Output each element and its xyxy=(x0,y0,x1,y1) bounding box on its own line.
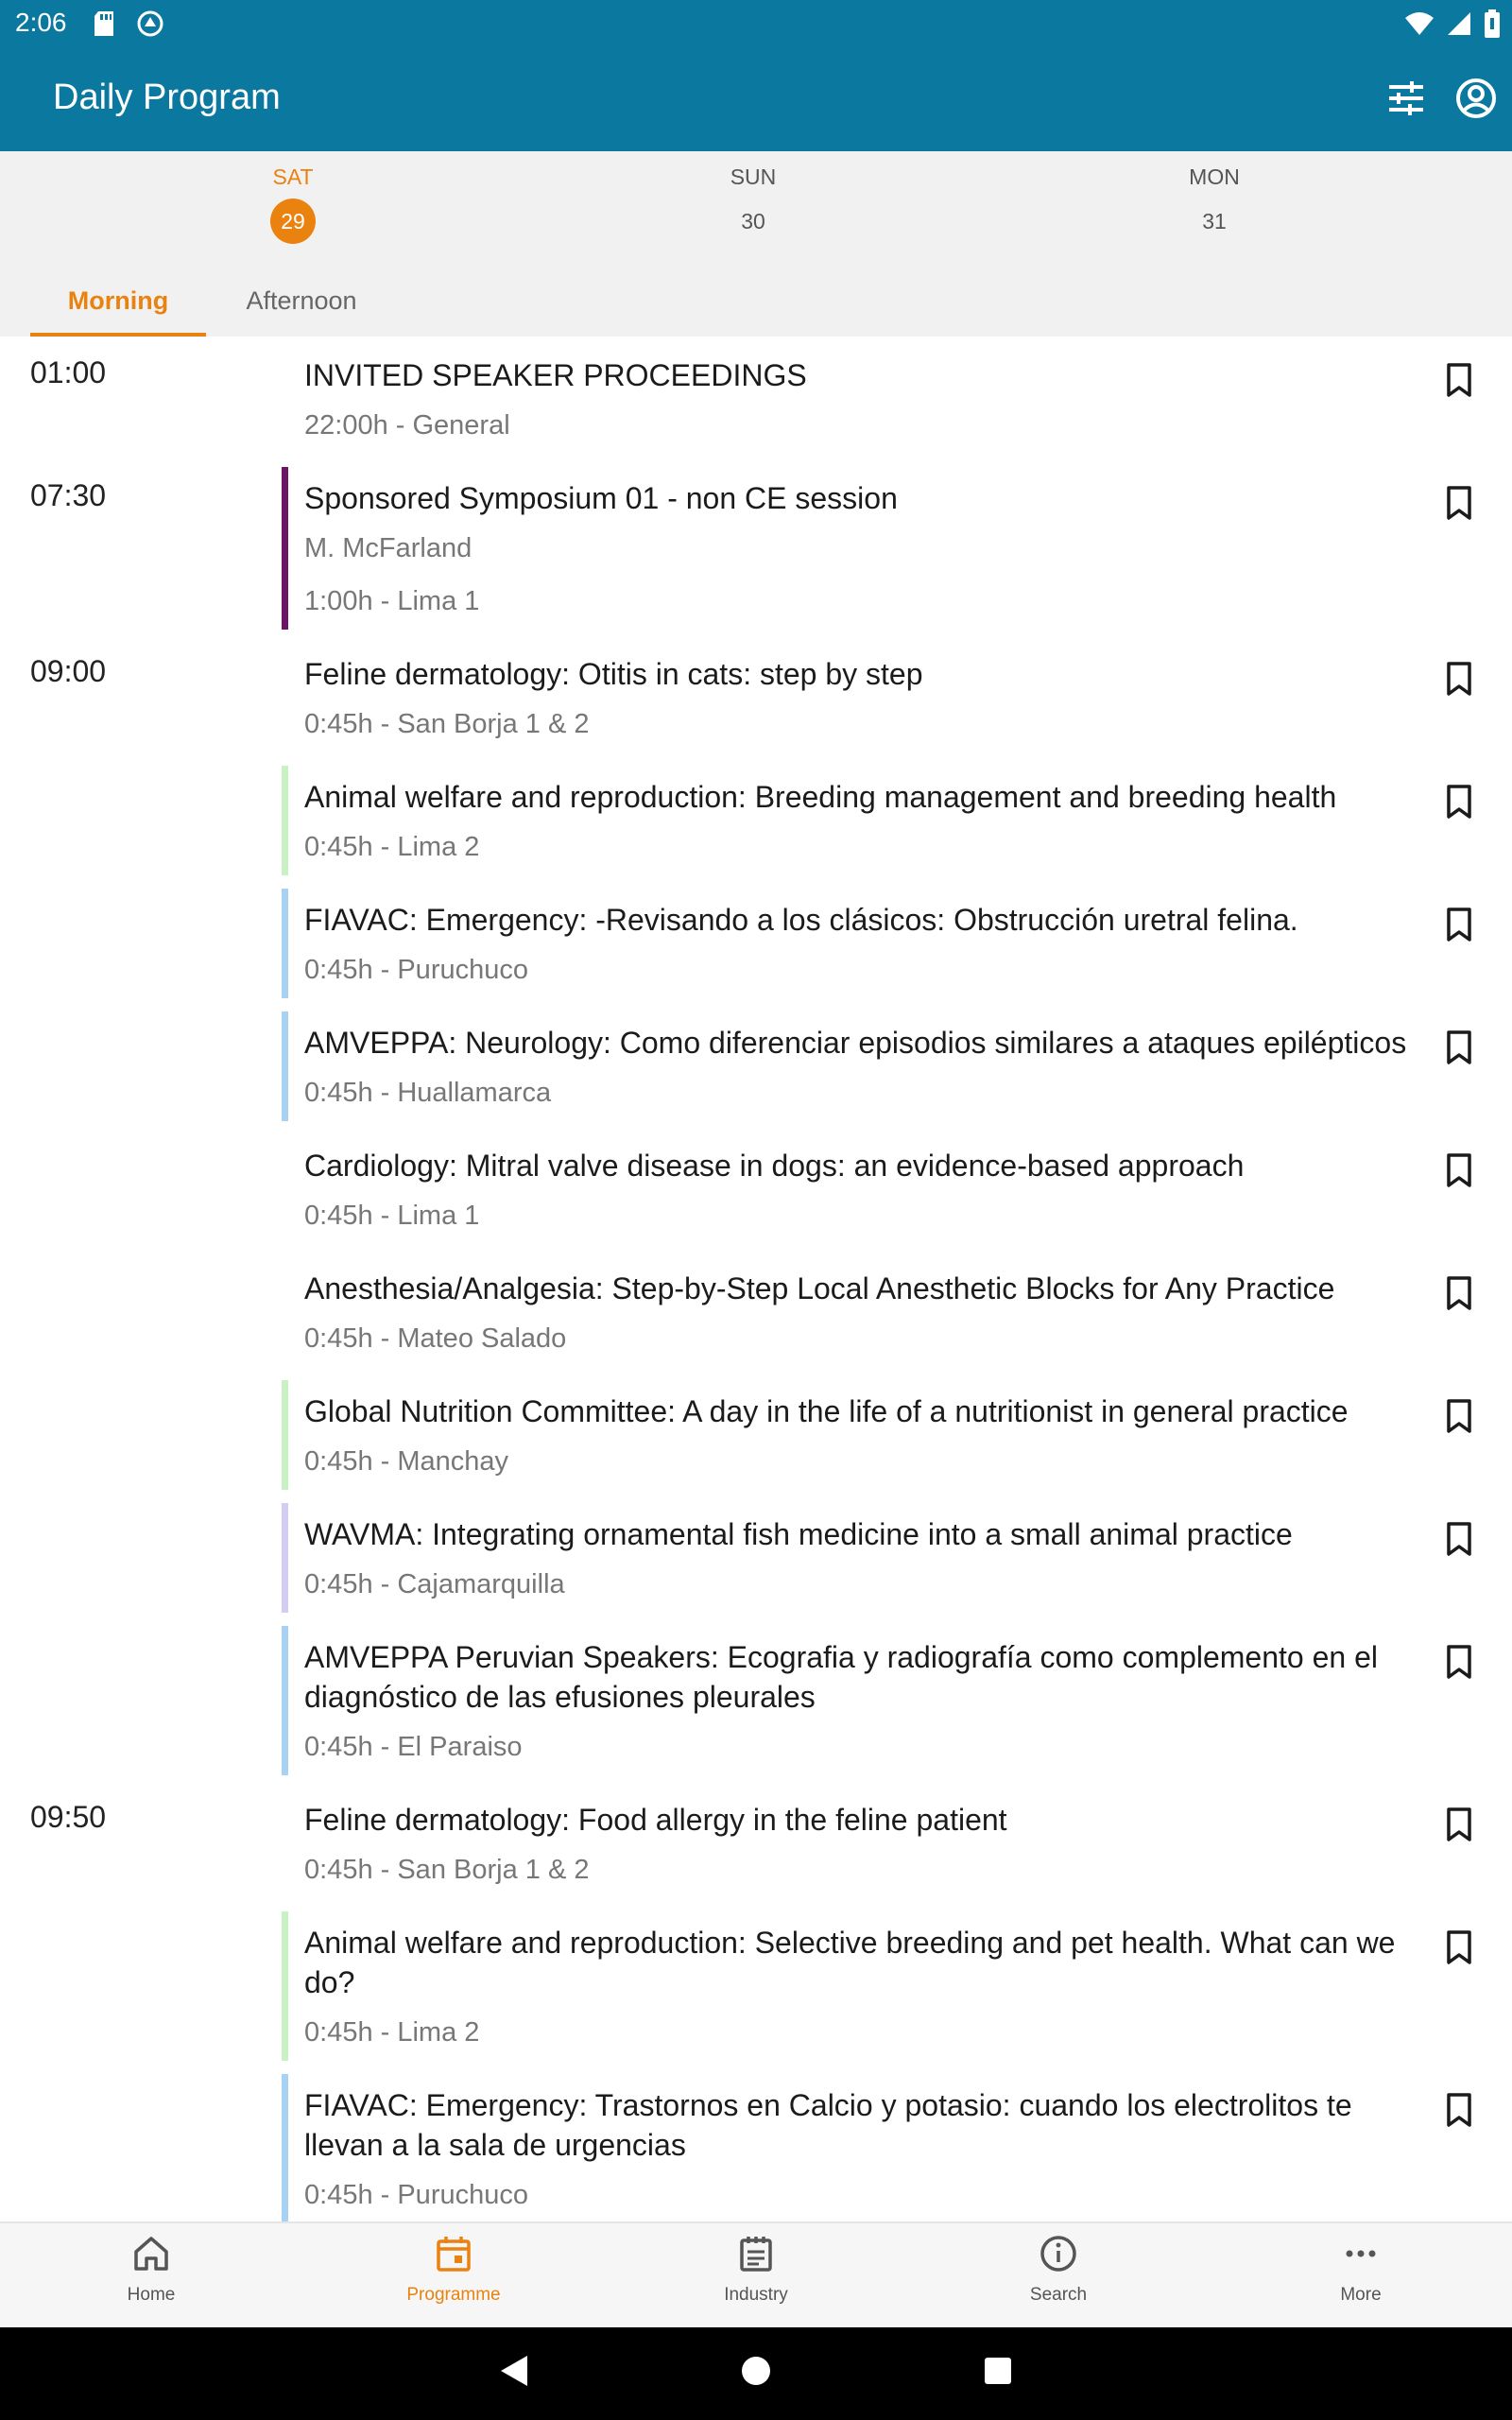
bookmark-button[interactable] xyxy=(1442,1028,1476,1071)
session-row[interactable] xyxy=(0,1904,1512,2066)
bookmark-icon xyxy=(1442,361,1476,399)
session-row[interactable] xyxy=(0,758,1512,881)
recents-button[interactable] xyxy=(981,2352,1015,2394)
back-icon xyxy=(497,2352,531,2390)
back-button[interactable] xyxy=(497,2352,531,2394)
session-track-color-bar xyxy=(282,766,288,875)
session-details: 0:45h - Mateo Salado xyxy=(304,1323,567,1354)
bookmark-button[interactable] xyxy=(1442,1806,1476,1848)
session-row[interactable] xyxy=(0,1495,1512,1618)
session-details: 0:45h - San Borja 1 & 2 xyxy=(304,709,590,739)
session-title: Sponsored Symposium 01 - non CE session xyxy=(304,481,898,515)
day-name: SAT xyxy=(272,164,314,189)
session-content xyxy=(304,900,1427,989)
nav-label: Industry xyxy=(724,2285,788,2305)
day-name: MON xyxy=(1189,164,1240,189)
day-selector xyxy=(0,151,1512,255)
nav-home[interactable] xyxy=(57,2233,246,2306)
session-title: INVITED SPEAKER PROCEEDINGS xyxy=(304,358,807,392)
nav-more[interactable] xyxy=(1266,2233,1455,2306)
session-track-color-bar xyxy=(282,1380,288,1490)
nav-industry[interactable] xyxy=(662,2233,850,2306)
account-circle-icon xyxy=(1453,76,1499,121)
day-number: 30 xyxy=(741,209,765,233)
bookmark-button[interactable] xyxy=(1442,1520,1476,1563)
bookmark-icon xyxy=(1442,1151,1476,1189)
session-title: Cardiology: Mitral valve disease in dogs: an evidence-based approach xyxy=(304,1149,1245,1183)
session-title: Feline dermatology: Otitis in cats: step by step xyxy=(304,657,923,691)
session-row[interactable] xyxy=(0,881,1512,1004)
session-details: 0:45h - San Borja 1 & 2 xyxy=(304,1855,590,1885)
session-row[interactable] xyxy=(0,337,1512,459)
session-title: AMVEPPA: Neurology: Como diferenciar episodios similares a ataques epilépticos xyxy=(304,1026,1407,1060)
session-row[interactable] xyxy=(0,1781,1512,1904)
day-number: 31 xyxy=(1202,209,1227,233)
session-list[interactable] xyxy=(0,337,1512,2221)
bookmark-icon xyxy=(1442,1028,1476,1066)
page-title: Daily Program xyxy=(53,78,281,117)
session-title: WAVMA: Integrating ornamental fish medicine into a small animal practice xyxy=(304,1517,1293,1551)
session-content xyxy=(304,1023,1427,1112)
session-time: 09:50 xyxy=(30,1800,107,1834)
session-track-color-bar xyxy=(282,2074,288,2221)
bookmark-button[interactable] xyxy=(1442,906,1476,948)
bookmark-button[interactable] xyxy=(1442,484,1476,527)
session-details: 0:45h - Puruchuco xyxy=(304,955,528,985)
session-track-color-bar xyxy=(282,1911,288,2061)
session-content xyxy=(304,1146,1427,1235)
session-details: 1:00h - Lima 1 xyxy=(304,586,480,616)
tab-afternoon[interactable]: Afternoon xyxy=(246,286,357,315)
session-title: FIAVAC: Emergency: -Revisando a los clásicos: Obstrucción uretral felina. xyxy=(304,903,1298,937)
home-system-button[interactable] xyxy=(739,2352,773,2394)
bookmark-button[interactable] xyxy=(1442,1643,1476,1685)
bookmark-icon xyxy=(1442,783,1476,821)
session-content xyxy=(304,1637,1427,1766)
nav-programme[interactable] xyxy=(359,2233,548,2306)
bookmark-icon xyxy=(1442,906,1476,943)
session-details: 0:45h - Puruchuco xyxy=(304,2180,528,2210)
bookmark-button[interactable] xyxy=(1442,1928,1476,1971)
session-content xyxy=(304,1392,1427,1480)
bookmark-button[interactable] xyxy=(1442,783,1476,825)
session-time: 01:00 xyxy=(30,355,107,389)
bookmark-icon xyxy=(1442,1520,1476,1558)
session-content xyxy=(304,1923,1427,2051)
session-details: 0:45h - Lima 2 xyxy=(304,832,480,862)
bookmark-icon xyxy=(1442,2091,1476,2129)
session-content xyxy=(304,478,1427,620)
session-time: 07:30 xyxy=(30,478,107,512)
session-details: 0:45h - El Paraiso xyxy=(304,1732,523,1762)
sd-card-icon xyxy=(91,9,117,43)
bookmark-button[interactable] xyxy=(1442,1151,1476,1194)
more-icon xyxy=(1340,2233,1382,2274)
session-track-color-bar xyxy=(282,889,288,998)
bookmark-icon xyxy=(1442,1397,1476,1435)
bookmark-button[interactable] xyxy=(1442,2091,1476,2134)
nav-search[interactable] xyxy=(964,2233,1153,2306)
tune-icon xyxy=(1383,76,1429,121)
account-button[interactable] xyxy=(1453,76,1499,126)
session-details: 0:45h - Lima 1 xyxy=(304,1201,480,1231)
session-content xyxy=(304,654,1427,743)
system-navigation-bar xyxy=(0,2327,1512,2420)
session-row[interactable] xyxy=(0,635,1512,758)
notepad-icon xyxy=(735,2233,777,2274)
day-sun[interactable] xyxy=(678,163,829,244)
session-details: 0:45h - Lima 2 xyxy=(304,2017,480,2048)
session-row[interactable] xyxy=(0,1373,1512,1495)
session-row[interactable] xyxy=(0,1250,1512,1373)
day-mon[interactable] xyxy=(1139,163,1290,244)
bookmark-icon xyxy=(1442,1274,1476,1312)
app-bar xyxy=(0,47,1512,151)
day-sat[interactable] xyxy=(217,163,369,244)
home-icon xyxy=(130,2233,172,2274)
session-content xyxy=(304,777,1427,866)
session-row[interactable] xyxy=(0,459,1512,635)
session-content xyxy=(304,1800,1427,1889)
sync-icon xyxy=(136,9,164,43)
session-row[interactable] xyxy=(0,1127,1512,1250)
battery-icon xyxy=(1484,9,1501,43)
nav-label: Search xyxy=(1029,2285,1088,2305)
status-time: 2:06 xyxy=(15,8,67,37)
tab-morning[interactable]: Morning xyxy=(30,255,206,337)
bookmark-icon xyxy=(1442,1643,1476,1681)
session-title: Anesthesia/Analgesia: Step-by-Step Local Anesthetic Blocks for Any Practice xyxy=(304,1271,1335,1305)
period-tabs xyxy=(0,255,1512,337)
session-details: 0:45h - Cajamarquilla xyxy=(304,1569,565,1599)
day-name: SUN xyxy=(730,164,777,189)
session-details: 0:45h - Huallamarca xyxy=(304,1078,552,1108)
day-number: 29 xyxy=(270,199,316,244)
session-content xyxy=(304,355,1427,444)
info-icon xyxy=(1038,2233,1079,2274)
session-content xyxy=(304,1269,1427,1357)
session-content xyxy=(304,2085,1427,2214)
session-title: Feline dermatology: Food allergy in the feline patient xyxy=(304,1803,1007,1837)
session-row[interactable] xyxy=(0,1004,1512,1127)
session-track-color-bar xyxy=(282,1011,288,1121)
session-title: Animal welfare and reproduction: Selective breeding and pet health. What can we do? xyxy=(304,1926,1396,1999)
bottom-navigation xyxy=(0,2221,1512,2329)
wifi-icon xyxy=(1404,10,1435,42)
session-title: AMVEPPA Peruvian Speakers: Ecografia y radiografía como complemento en el diagnóstico de las efusiones pleurales xyxy=(304,1640,1378,1714)
bookmark-icon xyxy=(1442,1928,1476,1966)
filter-button[interactable] xyxy=(1383,76,1429,126)
bookmark-icon xyxy=(1442,484,1476,522)
bookmark-button[interactable] xyxy=(1442,1274,1476,1317)
status-bar xyxy=(0,0,1512,47)
recents-icon xyxy=(981,2352,1015,2390)
bookmark-button[interactable] xyxy=(1442,1397,1476,1440)
session-details: 22:00h - General xyxy=(304,410,510,441)
session-time: 09:00 xyxy=(30,654,107,688)
bookmark-icon xyxy=(1442,1806,1476,1843)
session-speaker: M. McFarland xyxy=(304,533,472,563)
session-title: Global Nutrition Committee: A day in the life of a nutritionist in general practice xyxy=(304,1394,1349,1428)
session-track-color-bar xyxy=(282,467,288,630)
bookmark-button[interactable] xyxy=(1442,361,1476,404)
session-title: FIAVAC: Emergency: Trastornos en Calcio y potasio: cuando los electrolitos te llevan a la sala de urgencias xyxy=(304,2088,1352,2162)
session-row[interactable] xyxy=(0,2066,1512,2221)
signal-icon xyxy=(1446,10,1472,42)
session-details: 0:45h - Manchay xyxy=(304,1446,509,1477)
session-content xyxy=(304,1514,1427,1603)
session-title: Animal welfare and reproduction: Breeding management and breeding health xyxy=(304,780,1337,814)
session-track-color-bar xyxy=(282,1503,288,1613)
session-track-color-bar xyxy=(282,1626,288,1775)
nav-label: More xyxy=(1340,2285,1382,2305)
bookmark-icon xyxy=(1442,660,1476,698)
home-circle-icon xyxy=(739,2352,773,2390)
bookmark-button[interactable] xyxy=(1442,660,1476,702)
calendar-icon xyxy=(433,2233,474,2274)
nav-label: Home xyxy=(127,2285,176,2305)
nav-label: Programme xyxy=(406,2285,501,2305)
session-row[interactable] xyxy=(0,1618,1512,1781)
